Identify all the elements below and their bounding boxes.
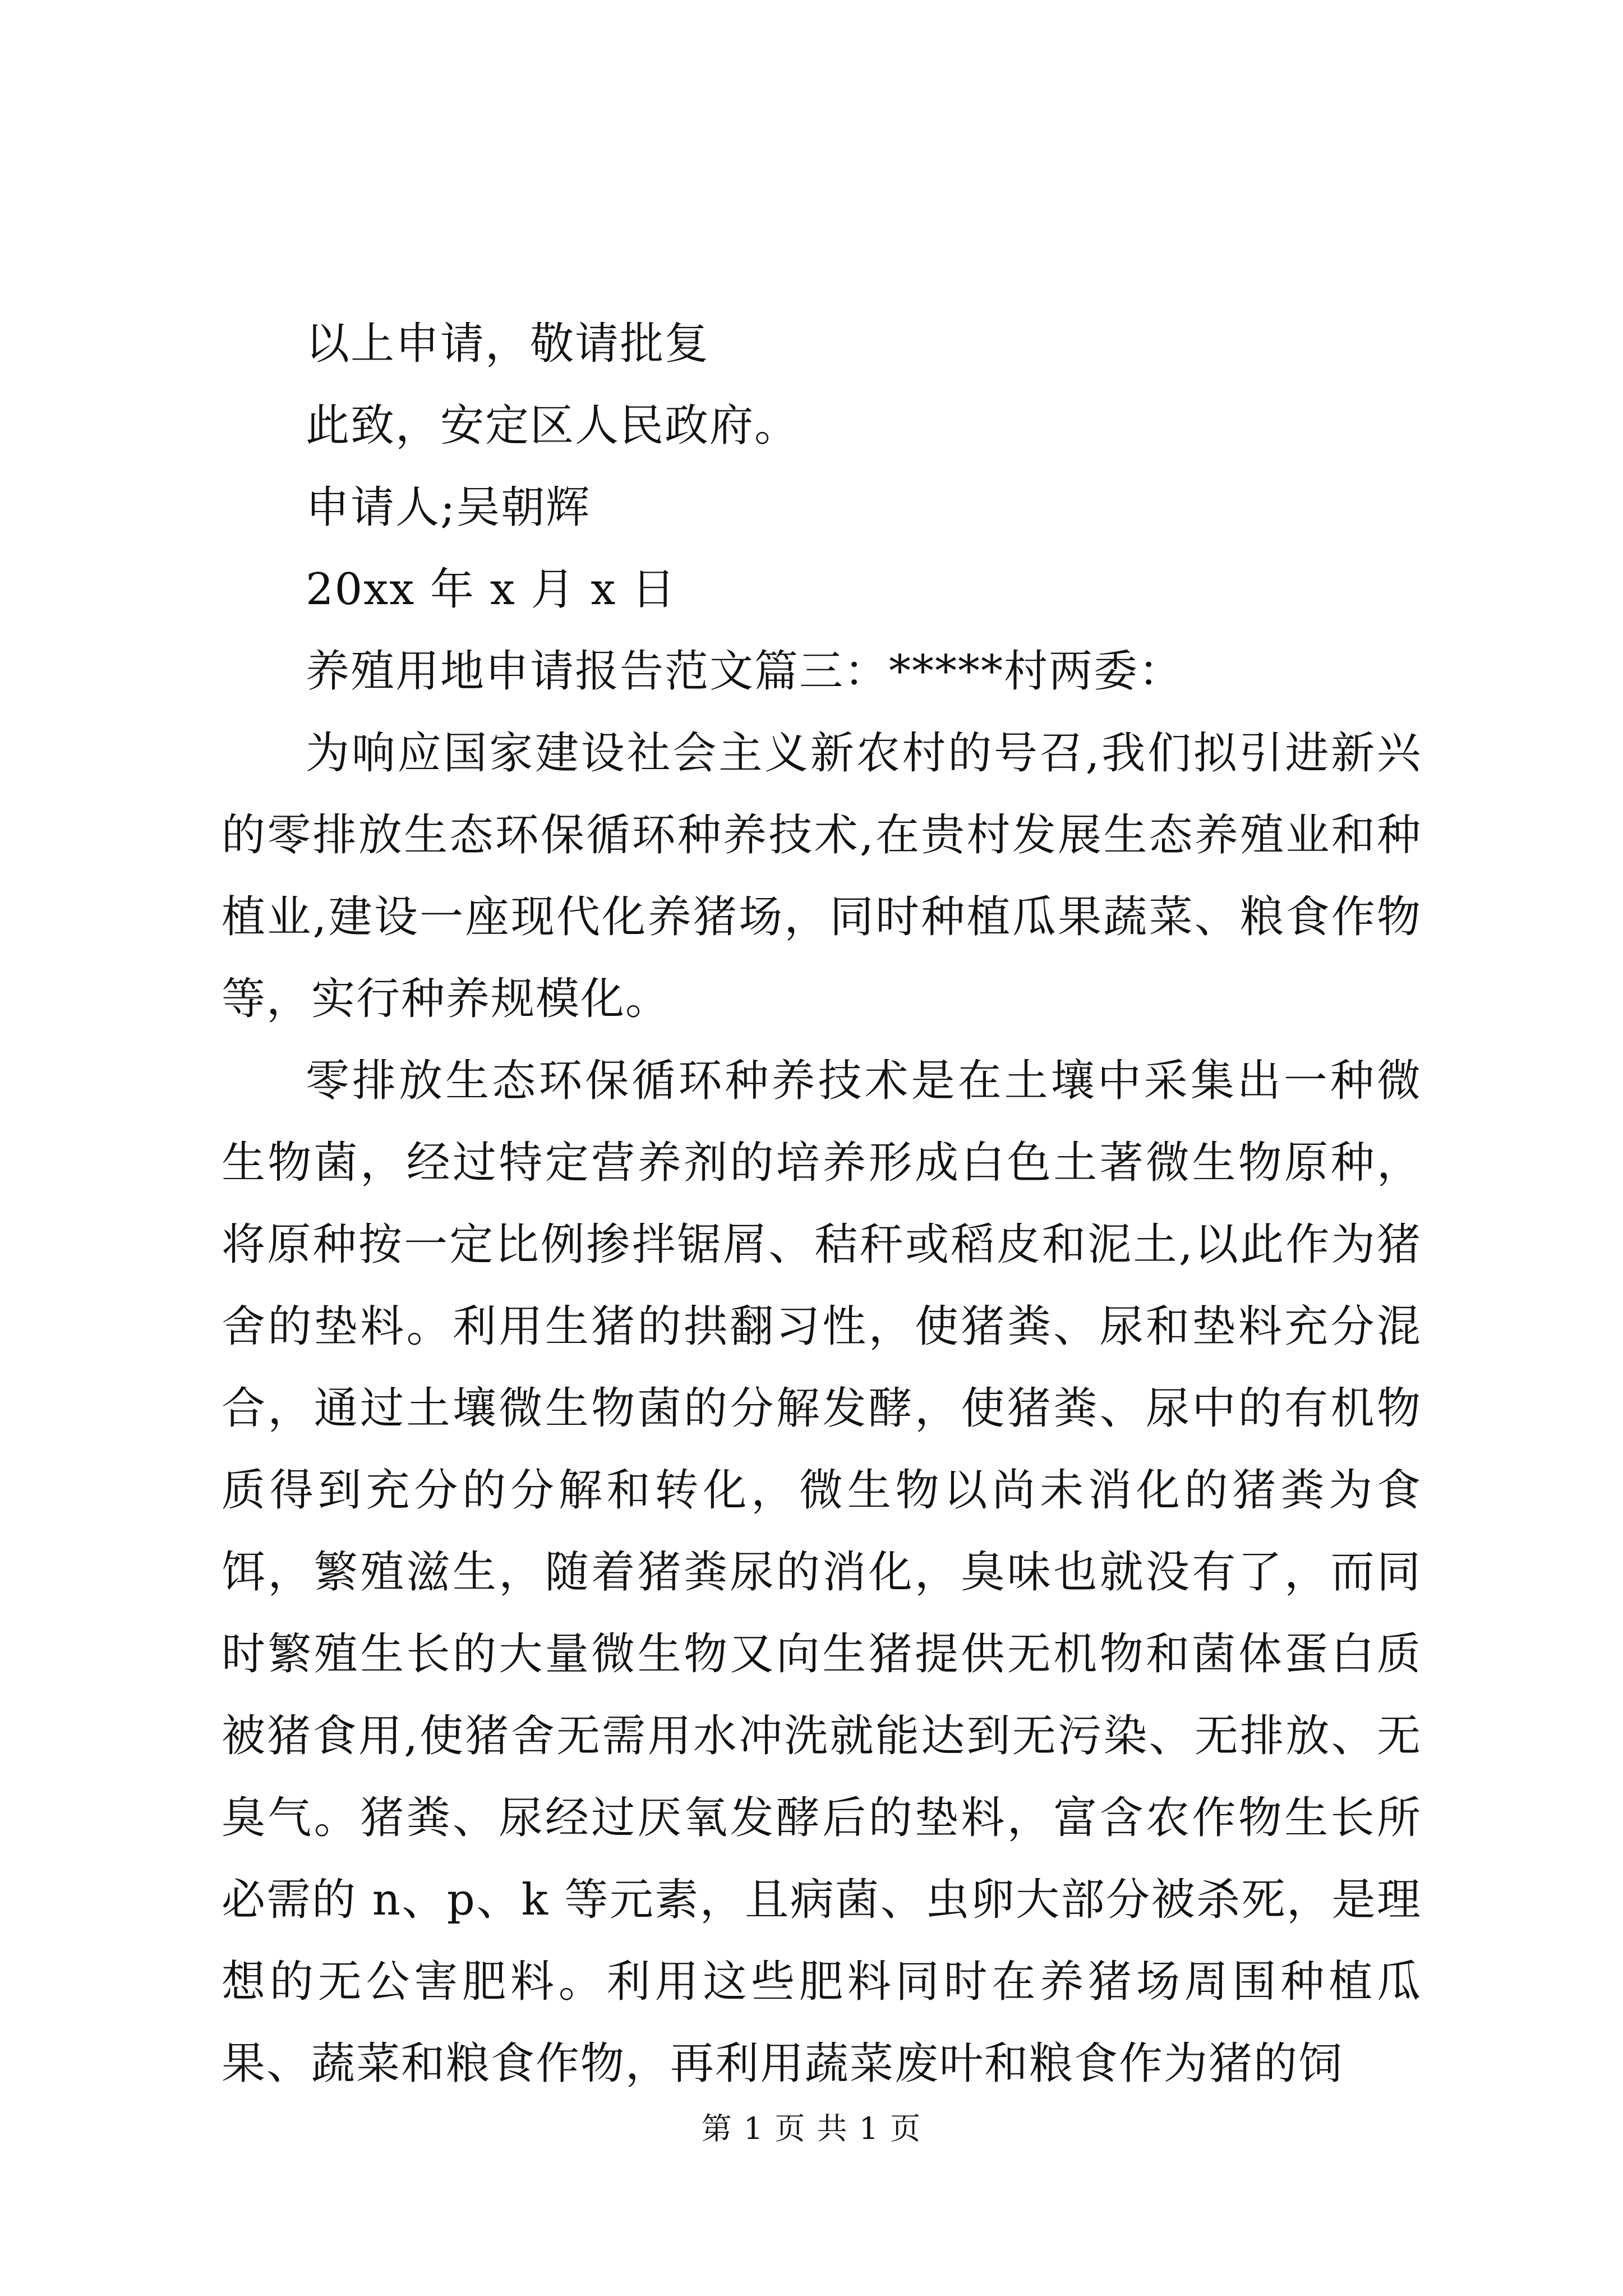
applicant-line: 申请人;吴朝辉 xyxy=(306,482,591,533)
page-footer: 第 1 页 共 1 页 xyxy=(701,2111,922,2146)
addressee-line: 此致，安定区人民政府。 xyxy=(306,401,800,451)
closing-request-line: 以上申请，敬请批复 xyxy=(306,319,710,369)
document-body xyxy=(222,303,1422,2105)
body-paragraph-intro: 为响应国家建设社会主义新农村的号召,我们拟引进新兴的零排放生态环保循环种养技术,在贵村发展生态养殖业和种植业,建设一座现代化养猪场，同时种植瓜果蔬菜、粮食作物等，实行种养规模化。 xyxy=(222,728,1422,1024)
section-heading-line: 养殖用地申请报告范文篇三：*****村两委： xyxy=(306,646,1184,697)
body-paragraph-technology: 零排放生态环保循环种养技术是在土壤中采集出一种微生物菌，经过特定营养剂的培养形成白色土著微生物原种，将原种按一定比例掺拌锯屑、秸秆或稻皮和泥土,以此作为猪舍的垫料。利用生猪的拱翻习性，使猪粪、尿和垫料充分混合，通过土壤微生物菌的分解发酵，使猪粪、尿中的有机物质得到充分的分解和转化，微生物以尚未消化的猪粪为食饵，繁殖滋生，随着猪粪尿的消化，臭味也就没有了，而同时繁殖生长的大量微生物又向生猪提供无机物和菌体蛋白质被猪食用,使猪舍无需用水冲洗就能达到无污染、无排放、无臭气。猪粪、尿经过厌氧发酵后的垫料，富含农作物生长所必需的 n、p、k 等元素，且病菌、虫卵大部分被杀死，是理想的无公害肥料。利用这些肥料同时在养猪场周围种植瓜果、蔬菜和粮食作物，再利用蔬菜废叶和粮食作为猪的饲 xyxy=(222,1056,1422,2089)
date-line: 20xx 年 x 月 x 日 xyxy=(306,564,677,615)
